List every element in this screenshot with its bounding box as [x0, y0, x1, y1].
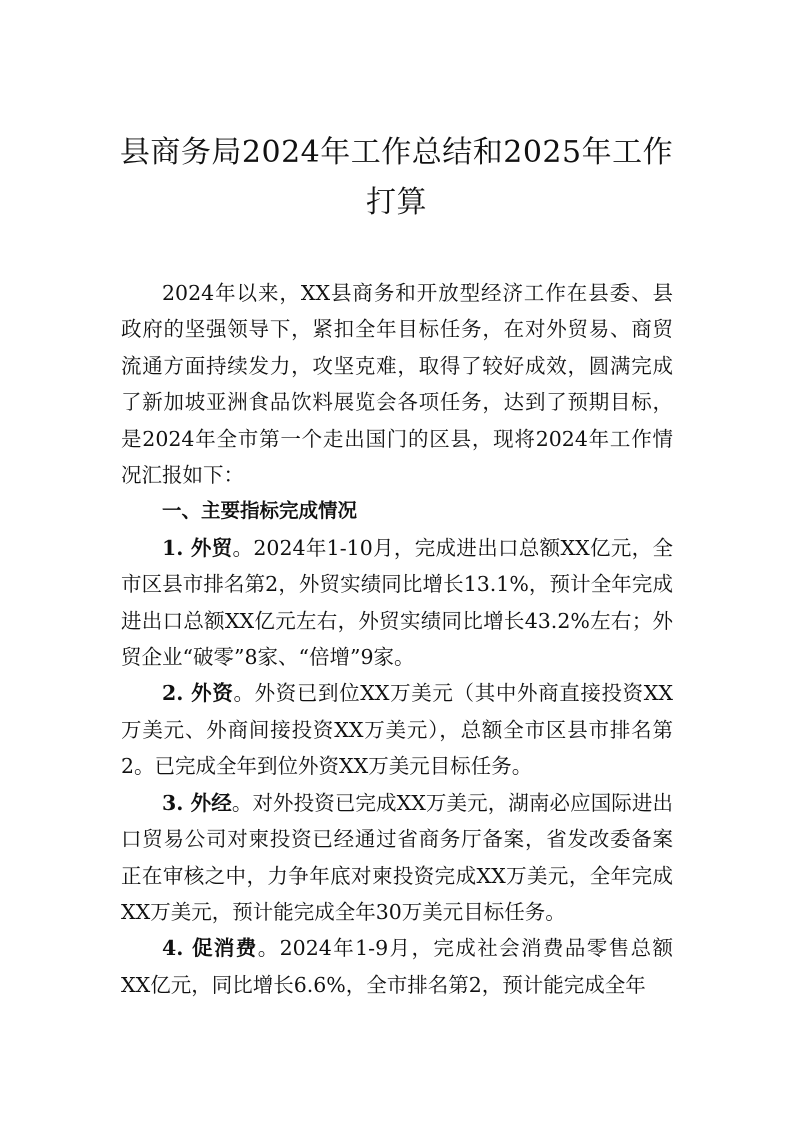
document-title: 县商务局2024年工作总结和2025年工作打算 — [119, 135, 674, 220]
item-paragraph-consumption — [121, 930, 673, 1003]
item-lead: 1. 外贸 — [162, 535, 233, 560]
item-paragraph-foreign-trade — [121, 530, 673, 676]
item-paragraph-overseas-economy — [121, 785, 673, 931]
item-lead: 4. 促消费 — [162, 936, 258, 961]
item-text: 。外资已到位XX万美元（其中外商直接投资XX万美元、外商间接投资XX万美元），总额全市区县市排名第2。已完成全年到位外资XX万美元目标任务。 — [121, 681, 673, 779]
item-paragraph-foreign-investment — [121, 675, 673, 784]
item-lead: 3. 外经 — [162, 790, 232, 815]
item-lead: 2. 外资 — [162, 681, 234, 706]
document-body — [121, 275, 673, 1003]
item-text: 。对外投资已完成XX万美元，湖南必应国际进出口贸易公司对柬投资已经通过省商务厅备案，省发改委备案正在审核之中，力争年底对柬投资完成XX万美元，全年完成XX万美元，预计能完成全年30万美元目标任务。 — [121, 790, 674, 924]
intro-paragraph: 2024年以来，XX县商务和开放型经济工作在县委、县政府的坚强领导下，紧扣全年目标任务，在对外贸易、商贸流通方面持续发力，攻坚克难，取得了较好成效，圆满完成了新加坡亚洲食品饮料展览会各项任务，达到了预期目标，是2024年全市第一个走出国门的区县，现将2024年工作情况汇报如下： — [121, 281, 673, 488]
section-heading: 一、主要指标完成情况 — [162, 499, 358, 523]
item-text: 。2024年1-9月，完成社会消费品零售总额XX亿元，同比增长6.6%，全市排名第2，预计能完成全年 — [121, 936, 673, 997]
item-text: 。2024年1-10月，完成进出口总额XX亿元，全市区县市排名第2，外贸实绩同比增长13.1%，预计全年完成进出口总额XX亿元左右，外贸实绩同比增长43.2%左右；外贸企业“破零”8家、“倍增”9家。 — [121, 535, 673, 670]
